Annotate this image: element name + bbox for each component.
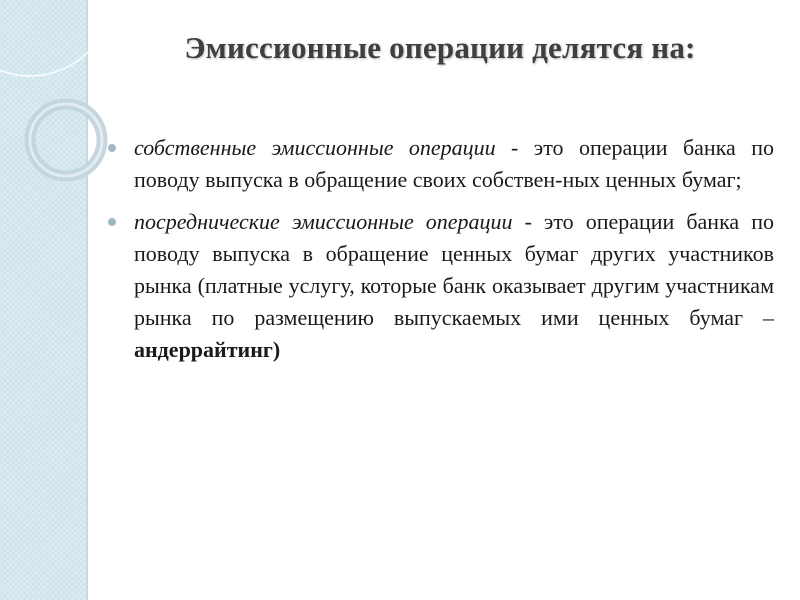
- bullet-bold-term: андеррайтинг): [134, 337, 281, 362]
- bullet-list: [106, 132, 774, 376]
- slide-title: Эмиссионные операции делятся на:: [184, 30, 696, 65]
- bullet-icon: [108, 144, 116, 152]
- decorative-circle-large: [0, 0, 112, 76]
- bullet-icon: [108, 218, 116, 226]
- bullet-text: - это операции банка по поводу выпуска в обращение своих собствен-ных ценных бумаг;: [134, 135, 774, 192]
- bullet-item-own-issuance: [106, 132, 774, 196]
- bullet-term: собственные эмиссионные операции: [134, 135, 496, 160]
- bullet-term: посреднические эмиссионные операции: [134, 209, 513, 234]
- decorative-ring-highlight: [30, 104, 102, 176]
- bullet-item-intermediary-issuance: [106, 206, 774, 366]
- bullet-text: - это операции банка по поводу выпуска в обращение ценных бумаг других участников рынка (платные услугу, которые банк оказывает другим участникам рынка по размещению выпускаемых ими ценных бумаг –: [134, 209, 774, 330]
